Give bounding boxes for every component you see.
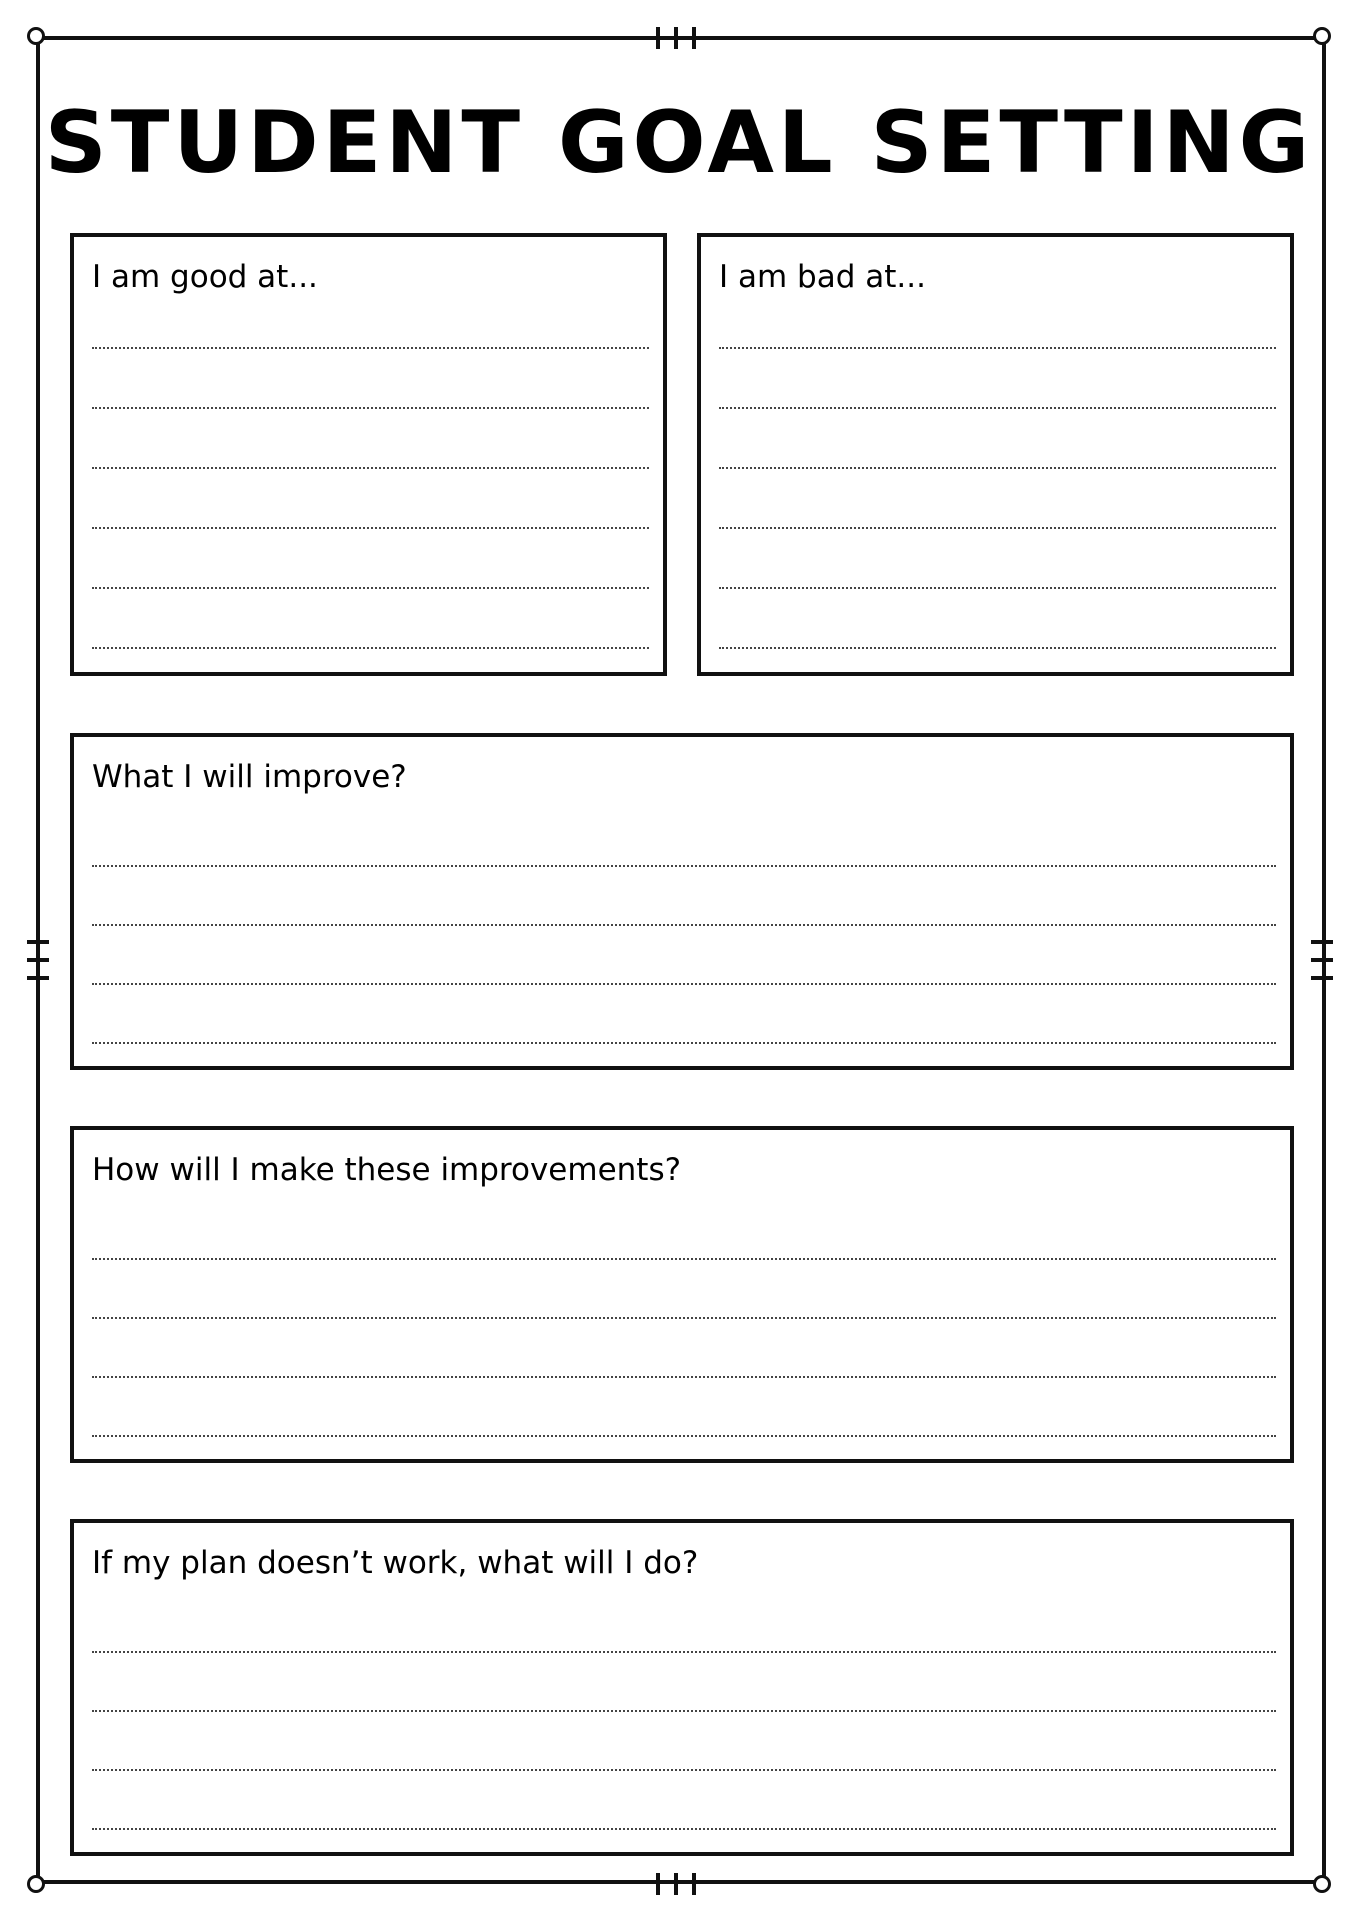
dotted-line bbox=[719, 647, 1276, 649]
section-how-improve bbox=[70, 1126, 1294, 1463]
dotted-line bbox=[92, 347, 649, 349]
worksheet-title: STUDENT GOAL SETTING bbox=[44, 93, 1314, 193]
section-plan-fails bbox=[70, 1519, 1294, 1856]
dotted-line bbox=[92, 1258, 1276, 1260]
dotted-line bbox=[92, 1828, 1276, 1830]
corner-circle-bottom-right bbox=[1313, 1875, 1331, 1893]
section-what-improve bbox=[70, 733, 1294, 1070]
dotted-line bbox=[92, 924, 1276, 926]
dotted-line bbox=[719, 347, 1276, 349]
dotted-line bbox=[719, 407, 1276, 409]
section-label: How will I make these improvements? bbox=[92, 1152, 682, 1188]
dotted-line bbox=[92, 467, 649, 469]
section-label: I am bad at... bbox=[719, 259, 926, 295]
writing-lines[interactable] bbox=[92, 1523, 1276, 1852]
section-label: If my plan doesn’t work, what will I do? bbox=[92, 1545, 699, 1581]
writing-lines[interactable] bbox=[92, 737, 1276, 1066]
dotted-line bbox=[92, 647, 649, 649]
dotted-line bbox=[92, 1317, 1276, 1319]
corner-circle-top-left bbox=[27, 27, 45, 45]
section-label: What I will improve? bbox=[92, 759, 407, 795]
dotted-line bbox=[719, 587, 1276, 589]
dotted-line bbox=[92, 1435, 1276, 1437]
dotted-line bbox=[719, 527, 1276, 529]
writing-lines[interactable] bbox=[92, 237, 649, 672]
section-label: I am good at... bbox=[92, 259, 318, 295]
section-good-at bbox=[70, 233, 667, 676]
corner-circle-top-right bbox=[1313, 27, 1331, 45]
section-bad-at bbox=[697, 233, 1294, 676]
dotted-line bbox=[92, 527, 649, 529]
dotted-line bbox=[92, 407, 649, 409]
dotted-line bbox=[92, 1651, 1276, 1653]
dotted-line bbox=[92, 1769, 1276, 1771]
dotted-line bbox=[92, 1710, 1276, 1712]
writing-lines[interactable] bbox=[719, 237, 1276, 672]
dotted-line bbox=[719, 467, 1276, 469]
dotted-line bbox=[92, 865, 1276, 867]
writing-lines[interactable] bbox=[92, 1130, 1276, 1459]
dotted-line bbox=[92, 587, 649, 589]
dotted-line bbox=[92, 983, 1276, 985]
corner-circle-bottom-left bbox=[27, 1875, 45, 1893]
dotted-line bbox=[92, 1042, 1276, 1044]
dotted-line bbox=[92, 1376, 1276, 1378]
